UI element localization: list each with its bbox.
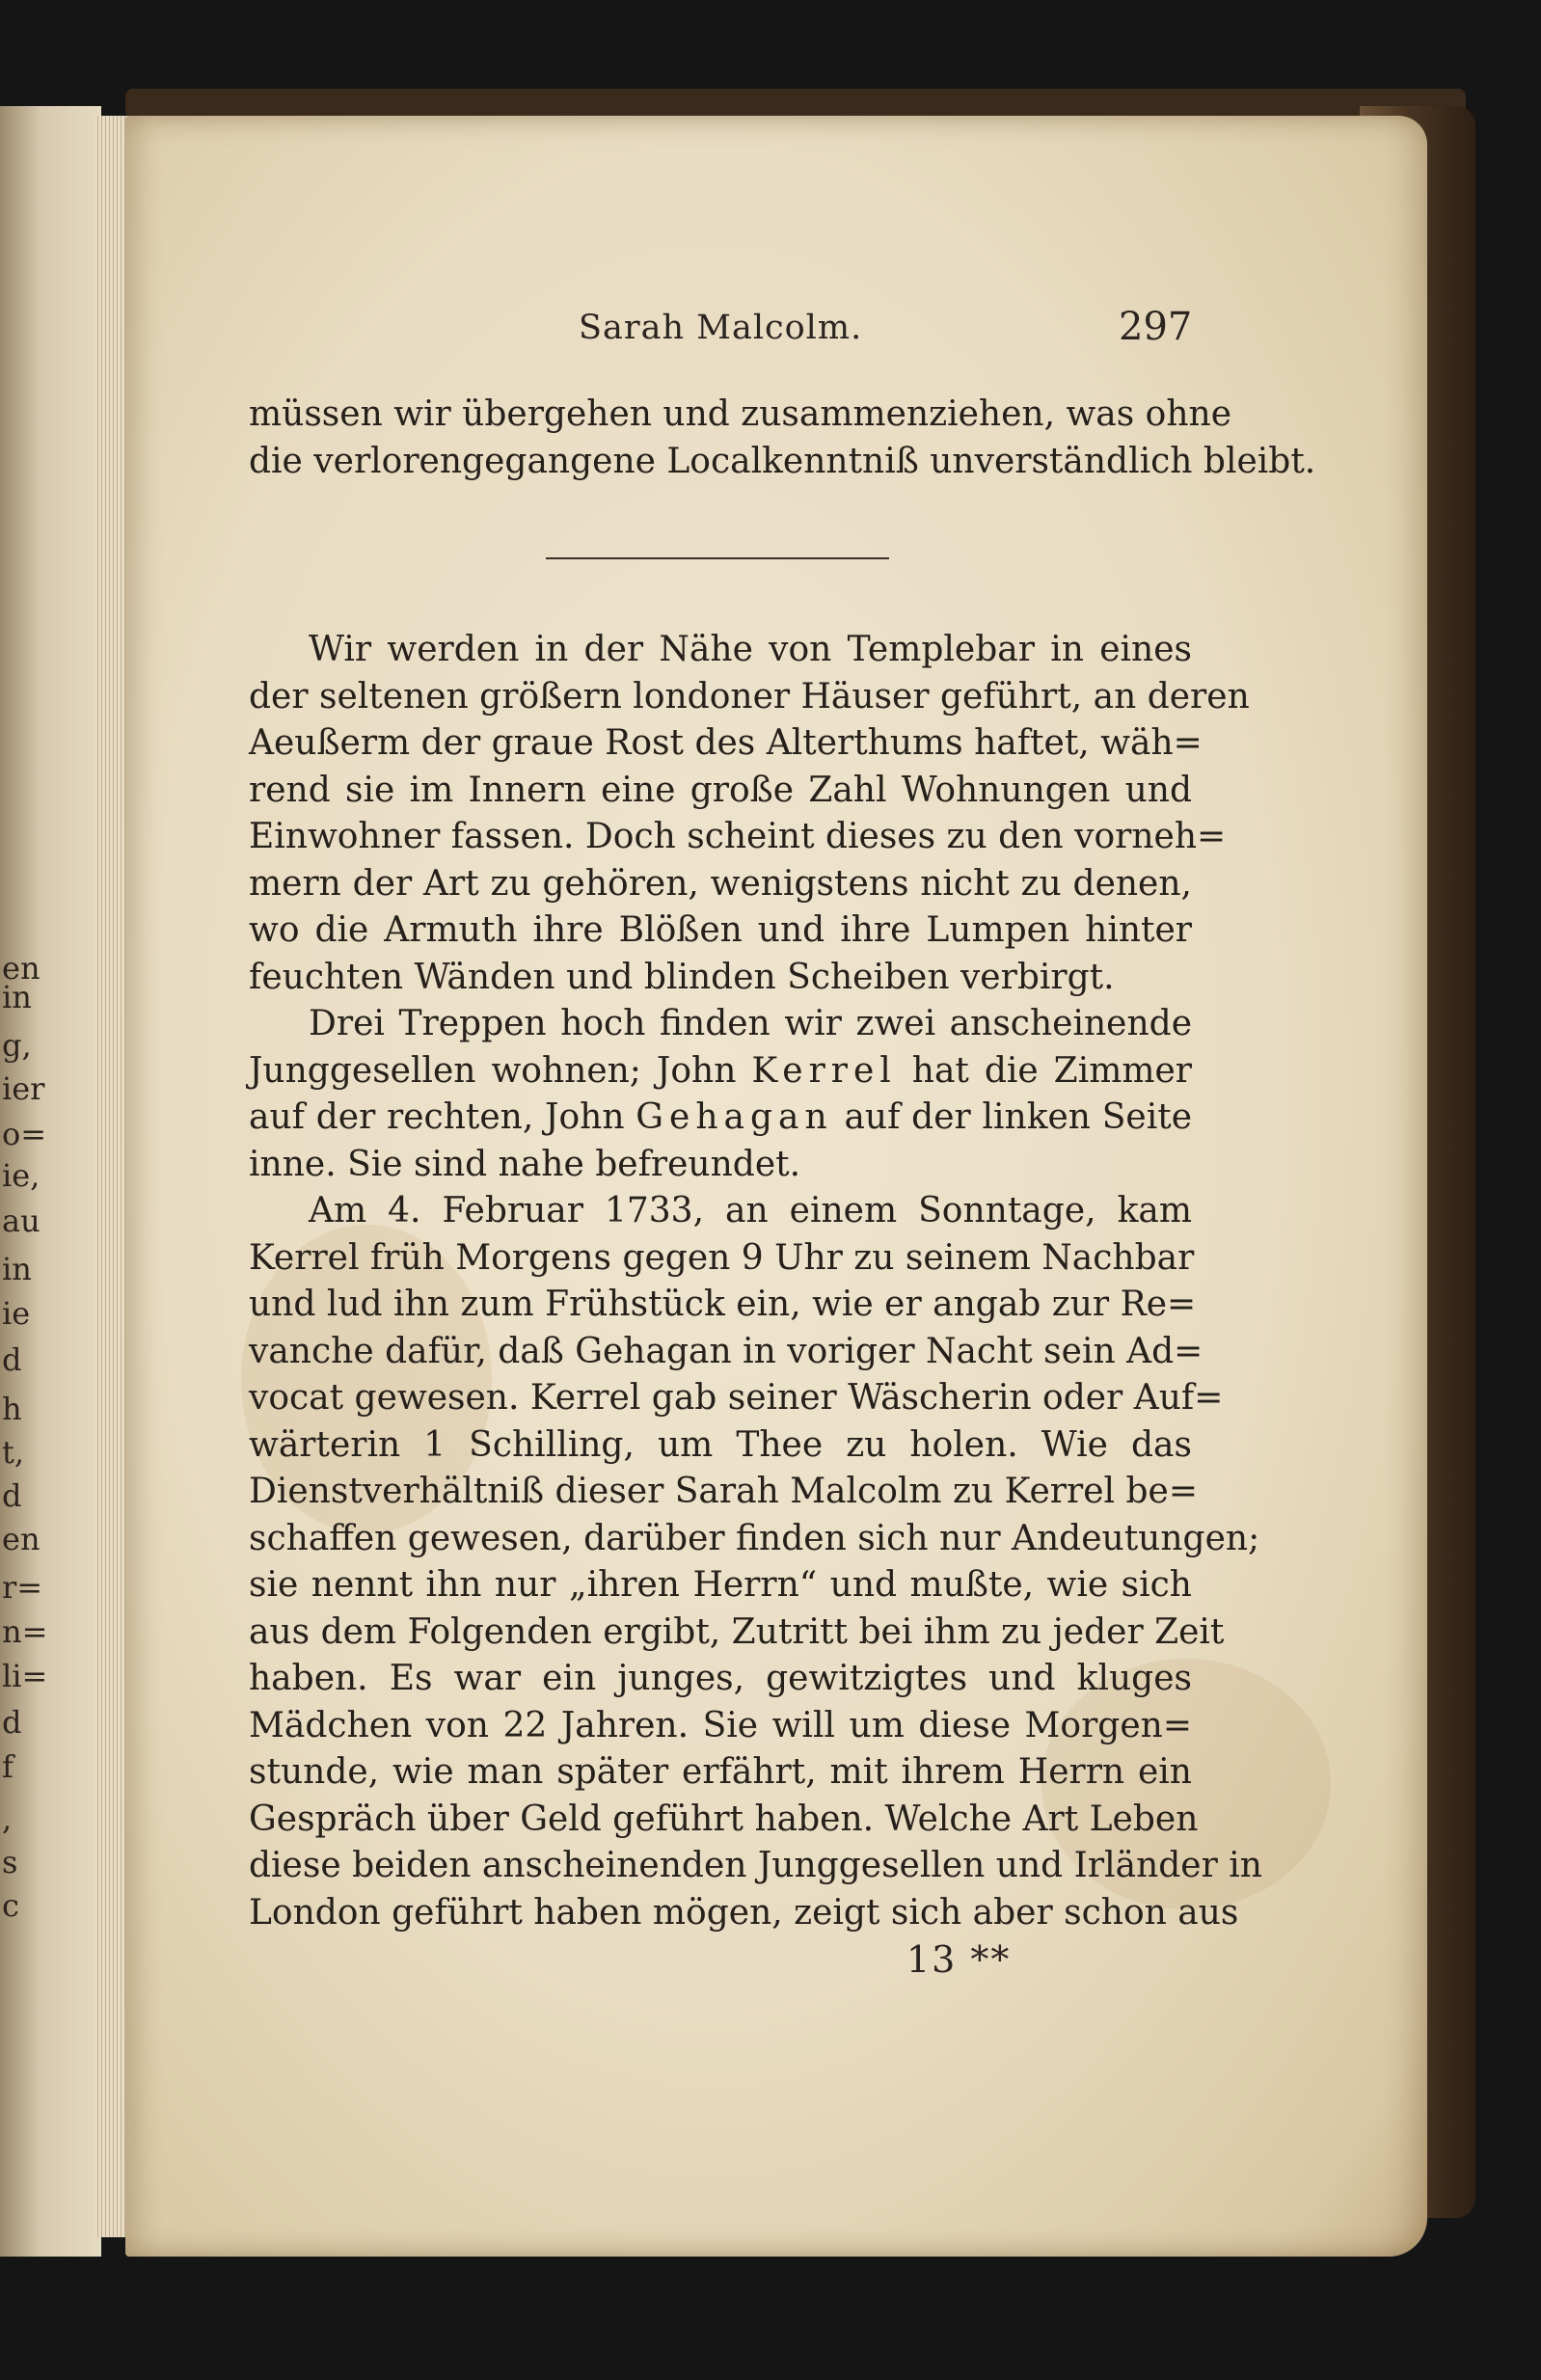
running-head: Sarah Malcolm. [579, 309, 863, 347]
text-segment: hat die Zimmer [896, 1050, 1192, 1091]
left-page-fragment: h [2, 1391, 22, 1427]
text-line: vanche dafür, daß Gehagan in voriger Nacht sein Ad= [249, 1331, 1203, 1371]
text-line: Dienstverhältniß dieser Sarah Malcolm zu Kerrel be= [249, 1472, 1198, 1511]
text-line: sie nennt ihn nur „ihren Herrn“ und mußte, wie sich [249, 1565, 1192, 1605]
text-line: Einwohner fassen. Doch scheint dieses zu den vorneh= [249, 817, 1227, 856]
text-segment: Junggesellen wohnen; John [249, 1050, 752, 1091]
left-page-fragment: in [2, 1251, 32, 1287]
left-page-fragment: r= [2, 1569, 43, 1606]
text-line: haben. Es war ein junges, gewitzigtes und kluges [249, 1659, 1192, 1698]
text-line: vocat gewesen. Kerrel gab seiner Wäscherin oder Auf= [249, 1378, 1224, 1418]
text-line: und lud ihn zum Frühstück ein, wie er angab zur Re= [249, 1285, 1197, 1324]
section-divider [546, 557, 889, 559]
text-line: rend sie im Innern eine große Zahl Wohnungen und [249, 770, 1192, 810]
text-line: Gespräch über Geld geführt haben. Welche Art Leben [249, 1799, 1199, 1839]
left-page-fragment: ie, [2, 1157, 41, 1194]
left-page-fragment: ie [2, 1295, 31, 1332]
left-page-fragment: en [2, 950, 41, 987]
text-line: London geführt haben mögen, zeigt sich aber schon aus [249, 1892, 1239, 1933]
left-page-fragment: s [2, 1844, 18, 1880]
left-page-fragment: d [2, 1704, 22, 1741]
text-line: Drei Treppen hoch finden wir zwei anscheinende [309, 1004, 1192, 1043]
text-line: diese beiden anscheinenden Junggesellen und Irländer in [249, 1846, 1262, 1885]
left-page-fragment: c [2, 1887, 19, 1924]
page-number: 297 [1119, 305, 1193, 349]
text-line: mern der Art zu gehören, wenigstens nicht zu denen, [249, 863, 1192, 904]
left-page-fragment: li= [2, 1658, 48, 1694]
text-line: aus dem Folgenden ergibt, Zutritt bei ihm zu jeder Zeit [249, 1611, 1225, 1652]
text-line: stunde, wie man später erfährt, mit ihrem Herrn ein [249, 1752, 1192, 1792]
text-segment: auf der linken Seite [832, 1097, 1192, 1137]
left-page [0, 106, 101, 2257]
text-line: Aeußerm der graue Rost des Alterthums haftet, wäh= [249, 723, 1203, 763]
person-name-kerrel: Kerrel [751, 1050, 897, 1091]
paragraph-3 [249, 1188, 1262, 1936]
text-line: schaffen gewesen, darüber finden sich nur Andeutungen; [249, 1518, 1260, 1558]
signature-mark: 13 ** [906, 1938, 1012, 1981]
text-line: feuchten Wänden und blinden Scheiben verbirgt. [249, 957, 1115, 997]
text-line [249, 1095, 1192, 1142]
text-line: Kerrel früh Morgens gegen 9 Uhr zu seinem Nachbar [249, 1237, 1195, 1278]
text-line: Wir werden in der Nähe von Templebar in eines [309, 630, 1192, 669]
intro-text [249, 392, 1316, 485]
text-line [249, 1048, 1192, 1095]
text-line: müssen wir übergehen und zusammenziehen, was ohne [249, 394, 1232, 434]
paragraph-1 [249, 627, 1250, 1001]
left-page-fragment: d [2, 1341, 22, 1378]
left-page-fragment: t, [2, 1434, 25, 1471]
book-cover-top-edge [125, 89, 1466, 118]
text-line: die verlorengegangene Localkenntniß unverständlich bleibt. [249, 441, 1316, 481]
left-page-fragment: n= [2, 1613, 48, 1650]
text-line: inne. Sie sind nahe befreundet. [249, 1144, 801, 1184]
person-name-gehagan: Gehagan [635, 1097, 833, 1137]
left-page-fragment: en [2, 1521, 41, 1557]
text-line: der seltenen größern londoner Häuser geführt, an deren [249, 676, 1250, 717]
left-page-fragment: au [2, 1203, 41, 1239]
text-line: wo die Armuth ihre Blößen und ihre Lumpen hinter [249, 910, 1192, 950]
paragraph-2 [249, 1001, 1192, 1188]
text-line: wärterin 1 Schilling, um Thee zu holen. Wie das [249, 1424, 1192, 1465]
left-page-fragment: in [2, 979, 32, 1015]
left-page-fragment: f [2, 1748, 14, 1785]
left-page-fragment: ier [2, 1070, 45, 1107]
text-line: Am 4. Februar 1733, an einem Sonntage, kam [309, 1191, 1192, 1231]
left-page-fragment: g, [2, 1027, 32, 1064]
text-segment: auf der rechten, John [249, 1097, 636, 1137]
left-page-fragment: d [2, 1477, 22, 1514]
left-page-fragment: , [2, 1800, 13, 1837]
text-line: Mädchen von 22 Jahren. Sie will um diese Morgen= [249, 1705, 1192, 1745]
left-page-fragment: o= [2, 1116, 47, 1152]
